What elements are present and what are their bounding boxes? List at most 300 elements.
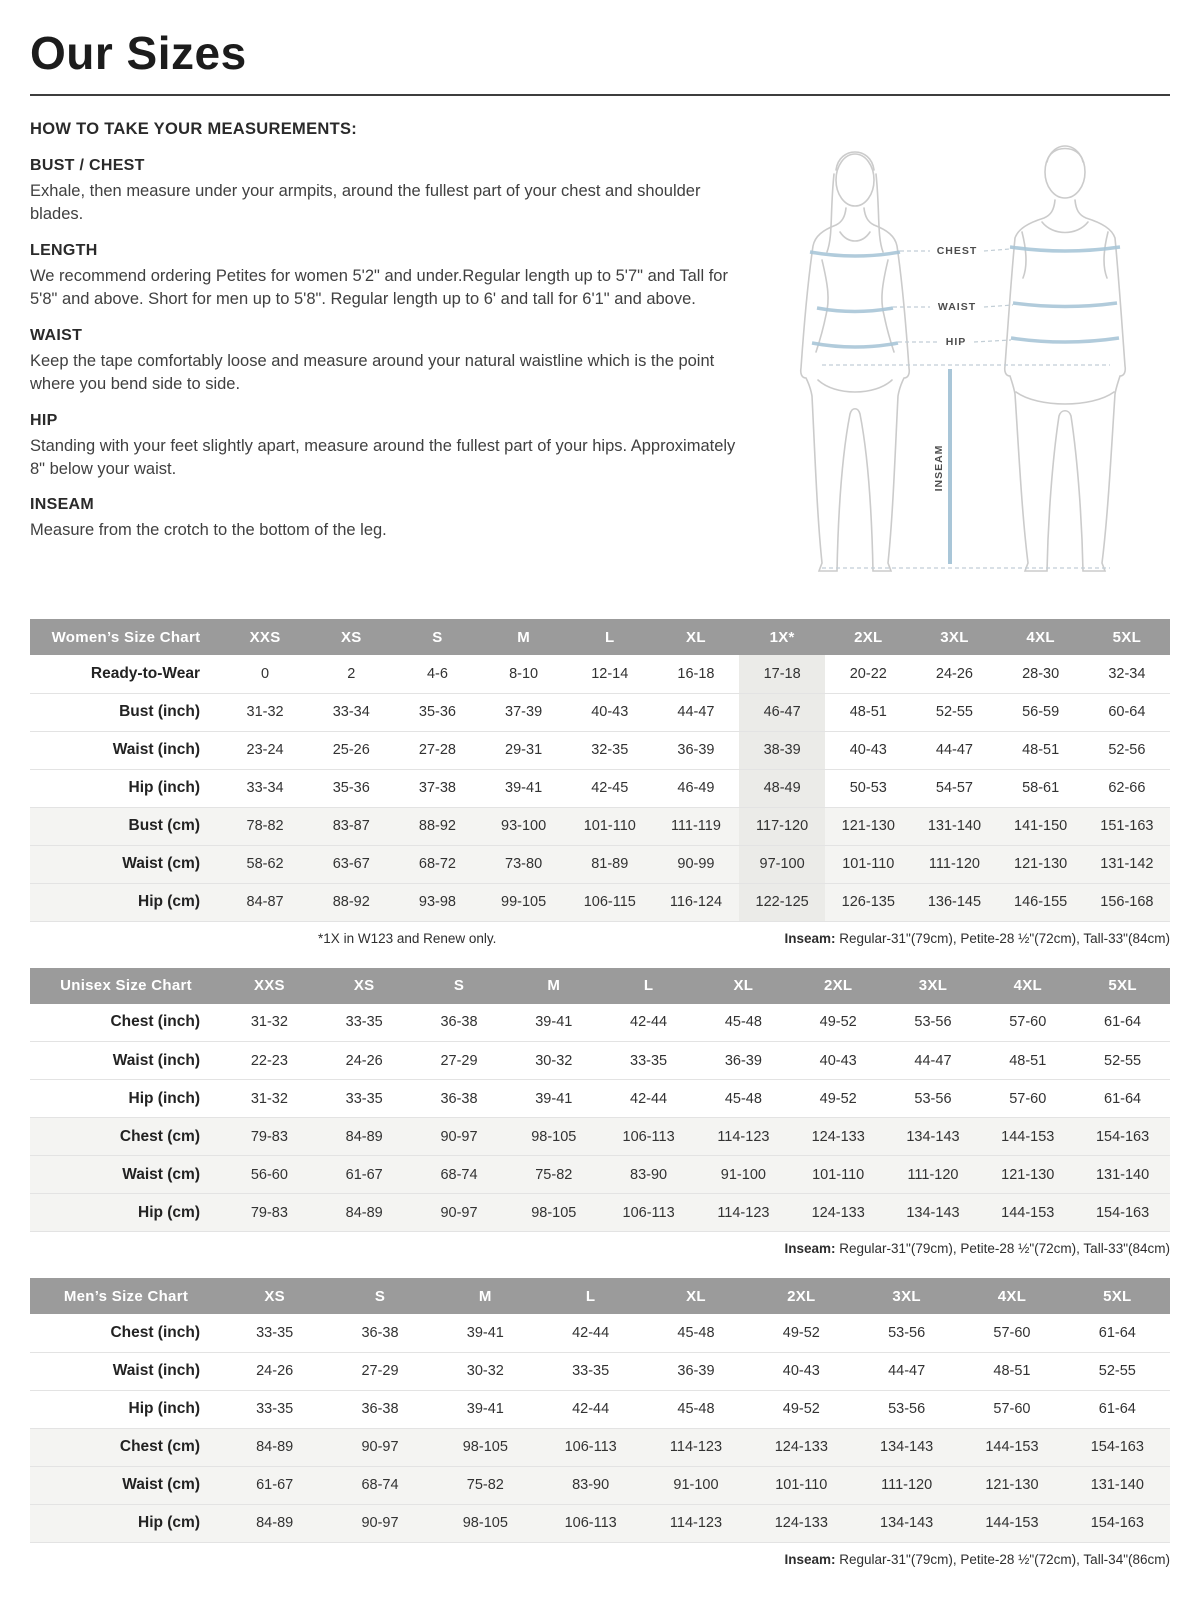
size-column-header: 4XL bbox=[998, 619, 1084, 655]
size-cell: 36-38 bbox=[440, 1014, 478, 1031]
table-row bbox=[30, 731, 1170, 769]
size-cell: 49-52 bbox=[819, 1014, 857, 1031]
unisex-size-chart-table bbox=[30, 968, 1170, 1233]
header-row bbox=[30, 968, 1170, 1004]
size-cell: 146-155 bbox=[998, 883, 1084, 921]
size-cell: 154-163 bbox=[1075, 1194, 1170, 1232]
row-label: Chest (inch) bbox=[110, 1013, 200, 1031]
hip-label: HIP bbox=[945, 336, 967, 348]
measurement-instructions bbox=[30, 120, 760, 558]
size-column-header: 4XL bbox=[980, 968, 1075, 1004]
size-cell: 101-110 bbox=[791, 1156, 886, 1194]
table-row bbox=[30, 1504, 1170, 1542]
size-column-header: XL bbox=[696, 968, 791, 1004]
size-cell: 90-97 bbox=[412, 1118, 507, 1156]
size-column-header: 4XL bbox=[959, 1278, 1064, 1314]
size-cell: 68-74 bbox=[327, 1466, 432, 1504]
size-cell: 75-82 bbox=[506, 1156, 601, 1194]
size-cell: 42-44 bbox=[630, 1090, 668, 1107]
size-cell: 154-163 bbox=[1075, 1118, 1170, 1156]
size-cell: 101-110 bbox=[749, 1466, 854, 1504]
inseam-label: INSEAM bbox=[933, 444, 945, 492]
row-label: Chest (cm) bbox=[30, 1428, 222, 1466]
size-cell: 29-31 bbox=[505, 742, 543, 758]
table-row bbox=[30, 1156, 1170, 1194]
size-cell: 35-36 bbox=[418, 704, 456, 720]
table-row bbox=[30, 1042, 1170, 1080]
footnote-lead: Inseam: bbox=[784, 930, 836, 946]
size-cell: 124-133 bbox=[749, 1504, 854, 1542]
size-cell: 52-55 bbox=[935, 704, 973, 720]
size-cell: 79-83 bbox=[222, 1194, 317, 1232]
size-cell: 83-87 bbox=[308, 807, 394, 845]
size-cell: 99-105 bbox=[481, 883, 567, 921]
size-column-header: XXS bbox=[222, 619, 308, 655]
row-label: Hip (cm) bbox=[30, 1194, 222, 1232]
size-cell: 121-130 bbox=[825, 807, 911, 845]
section-title: INSEAM bbox=[30, 496, 95, 514]
size-cell: 40-43 bbox=[849, 742, 887, 758]
size-cell: 53-56 bbox=[888, 1324, 926, 1341]
row-label: Hip (inch) bbox=[128, 779, 200, 796]
size-cell: 61-67 bbox=[222, 1466, 327, 1504]
size-cell: 36-38 bbox=[361, 1324, 399, 1341]
size-cell: 46-47 bbox=[739, 693, 825, 731]
size-cell: 20-22 bbox=[849, 665, 887, 682]
footnote: *1X in W123 and Renew only. bbox=[318, 930, 497, 946]
size-cell: 90-97 bbox=[412, 1194, 507, 1232]
waist-line-male bbox=[1013, 303, 1117, 307]
size-cell: 57-60 bbox=[1009, 1090, 1047, 1107]
size-cell: 35-36 bbox=[332, 780, 370, 796]
size-cell: 32-35 bbox=[591, 742, 629, 758]
size-column-header: M bbox=[433, 1278, 538, 1314]
size-cell: 36-38 bbox=[440, 1090, 478, 1107]
size-cell: 88-92 bbox=[308, 883, 394, 921]
size-cell: 117-120 bbox=[739, 807, 825, 845]
footnote: Inseam: Regular-31"(79cm), Petite-28 ½"(72cm), Tall-33"(84cm) bbox=[784, 1241, 1170, 1256]
size-cell: 32-34 bbox=[1108, 665, 1146, 682]
size-cell: 134-143 bbox=[886, 1194, 981, 1232]
size-cell: 144-153 bbox=[959, 1428, 1064, 1466]
size-cell: 25-26 bbox=[332, 742, 370, 758]
size-cell: 63-67 bbox=[308, 845, 394, 883]
table-row bbox=[30, 883, 1170, 921]
female-figure bbox=[801, 152, 910, 571]
size-cell: 106-113 bbox=[601, 1194, 696, 1232]
size-cell: 116-124 bbox=[653, 883, 739, 921]
size-cell: 106-113 bbox=[538, 1428, 643, 1466]
size-cell: 4-6 bbox=[426, 665, 448, 682]
size-cell: 79-83 bbox=[222, 1118, 317, 1156]
waist-line-female bbox=[817, 308, 893, 312]
size-cell: 114-123 bbox=[696, 1194, 791, 1232]
size-cell: 93-100 bbox=[481, 807, 567, 845]
size-cell: 12-14 bbox=[591, 665, 629, 682]
size-cell: 101-110 bbox=[567, 807, 653, 845]
size-column-header: 2XL bbox=[825, 619, 911, 655]
size-cell: 111-120 bbox=[854, 1466, 959, 1504]
size-cell: 24-26 bbox=[935, 665, 973, 682]
table-row bbox=[30, 807, 1170, 845]
male-figure bbox=[1005, 146, 1126, 571]
size-cell: 84-89 bbox=[222, 1428, 327, 1466]
size-cell: 46-49 bbox=[677, 780, 715, 796]
size-cell: 53-56 bbox=[914, 1014, 952, 1031]
size-cell: 45-48 bbox=[677, 1324, 715, 1341]
size-cell: 61-64 bbox=[1104, 1090, 1142, 1107]
size-cell: 126-135 bbox=[825, 883, 911, 921]
table-row bbox=[30, 1390, 1170, 1428]
size-cell: 60-64 bbox=[1108, 704, 1146, 720]
size-cell: 61-64 bbox=[1098, 1324, 1136, 1341]
size-cell: 98-105 bbox=[433, 1428, 538, 1466]
size-cell: 31-32 bbox=[246, 704, 284, 720]
size-cell: 38-39 bbox=[739, 731, 825, 769]
row-label: Waist (cm) bbox=[30, 845, 222, 883]
measure-section-waist bbox=[30, 327, 760, 397]
row-label: Chest (cm) bbox=[30, 1118, 222, 1156]
size-cell: 16-18 bbox=[677, 665, 715, 682]
size-cell: 33-35 bbox=[572, 1363, 610, 1379]
table-row bbox=[30, 1194, 1170, 1232]
size-cell: 61-64 bbox=[1104, 1014, 1142, 1031]
size-cell: 61-67 bbox=[317, 1156, 412, 1194]
size-cell: 131-140 bbox=[1065, 1466, 1170, 1504]
table-row bbox=[30, 769, 1170, 807]
table-footnotes bbox=[30, 931, 1170, 946]
size-cell: 81-89 bbox=[567, 845, 653, 883]
size-cell: 83-90 bbox=[538, 1466, 643, 1504]
size-cell: 56-59 bbox=[1022, 704, 1060, 720]
size-cell: 48-51 bbox=[993, 1363, 1031, 1379]
size-cell: 62-66 bbox=[1108, 780, 1146, 796]
table-row bbox=[30, 845, 1170, 883]
hip-line-male bbox=[1011, 338, 1119, 342]
size-cell: 134-143 bbox=[854, 1504, 959, 1542]
size-cell: 2 bbox=[347, 665, 356, 682]
womens-size-chart-table bbox=[30, 619, 1170, 922]
section-body: Exhale, then measure under your armpits, around the fullest part of your chest and shoulder blades. bbox=[30, 182, 701, 224]
size-cell: 33-35 bbox=[345, 1090, 383, 1107]
size-cell: 61-64 bbox=[1098, 1401, 1136, 1417]
measure-section-hip bbox=[30, 412, 760, 482]
size-cell: 114-123 bbox=[696, 1118, 791, 1156]
size-cell: 91-100 bbox=[643, 1466, 748, 1504]
table-title: Men’s Size Chart bbox=[30, 1278, 222, 1314]
table-title: Women’s Size Chart bbox=[30, 619, 222, 655]
size-cell: 121-130 bbox=[998, 845, 1084, 883]
size-cell: 114-123 bbox=[643, 1428, 748, 1466]
size-cell: 0 bbox=[261, 665, 270, 682]
size-cell: 33-34 bbox=[332, 704, 370, 720]
mens-size-chart-section bbox=[30, 1278, 1170, 1567]
page-title: Our Sizes bbox=[30, 27, 247, 79]
measure-section-bust-chest bbox=[30, 157, 760, 227]
section-title: HIP bbox=[30, 411, 58, 429]
table-row bbox=[30, 1466, 1170, 1504]
row-label: Chest (inch) bbox=[110, 1323, 200, 1341]
size-cell: 49-52 bbox=[782, 1401, 820, 1417]
size-cell: 39-41 bbox=[466, 1324, 504, 1341]
size-column-header: XS bbox=[222, 1278, 327, 1314]
size-cell: 48-51 bbox=[849, 704, 887, 720]
size-column-header: 2XL bbox=[791, 968, 886, 1004]
size-cell: 121-130 bbox=[959, 1466, 1064, 1504]
size-cell: 48-51 bbox=[1022, 742, 1060, 758]
size-cell: 84-87 bbox=[222, 883, 308, 921]
unisex-size-chart-section bbox=[30, 968, 1170, 1257]
size-cell: 57-60 bbox=[993, 1324, 1031, 1341]
table-row bbox=[30, 1428, 1170, 1466]
size-cell: 111-120 bbox=[886, 1156, 981, 1194]
size-column-header: L bbox=[601, 968, 696, 1004]
size-column-header: XS bbox=[308, 619, 394, 655]
section-title: BUST / CHEST bbox=[30, 157, 145, 174]
title-divider bbox=[30, 94, 1170, 96]
size-cell: 8-10 bbox=[509, 665, 539, 682]
size-cell: 57-60 bbox=[993, 1401, 1031, 1417]
size-cell: 154-163 bbox=[1065, 1428, 1170, 1466]
size-cell: 40-43 bbox=[782, 1363, 820, 1379]
table-footnotes bbox=[30, 1552, 1170, 1567]
size-cell: 98-105 bbox=[506, 1194, 601, 1232]
header-row bbox=[30, 1278, 1170, 1314]
hip-line-female bbox=[812, 343, 898, 347]
size-column-header: 5XL bbox=[1084, 619, 1170, 655]
size-column-header: S bbox=[394, 619, 480, 655]
chest-line-male bbox=[1010, 247, 1120, 251]
size-cell: 37-38 bbox=[418, 780, 456, 796]
measurement-diagram bbox=[770, 120, 1180, 597]
size-column-header: 3XL bbox=[854, 1278, 959, 1314]
size-cell: 24-26 bbox=[256, 1363, 294, 1379]
size-column-header: M bbox=[481, 619, 567, 655]
table-title: Unisex Size Chart bbox=[30, 968, 222, 1004]
instructions-heading: HOW TO TAKE YOUR MEASUREMENTS: bbox=[30, 120, 358, 138]
size-cell: 33-35 bbox=[256, 1401, 294, 1417]
size-cell: 58-62 bbox=[222, 845, 308, 883]
size-cell: 97-100 bbox=[739, 845, 825, 883]
size-cell: 90-97 bbox=[327, 1504, 432, 1542]
size-column-header: XL bbox=[653, 619, 739, 655]
row-label: Waist (inch) bbox=[112, 1362, 200, 1379]
size-cell: 124-133 bbox=[791, 1194, 886, 1232]
footnote: Inseam: Regular-31"(79cm), Petite-28 ½"(72cm), Tall-33"(84cm) bbox=[784, 930, 1170, 946]
size-cell: 36-38 bbox=[361, 1401, 399, 1417]
size-cell: 98-105 bbox=[433, 1504, 538, 1542]
section-title: WAIST bbox=[30, 326, 83, 344]
size-cell: 40-43 bbox=[591, 704, 629, 720]
size-cell: 156-168 bbox=[1084, 883, 1170, 921]
size-cell: 39-41 bbox=[505, 780, 543, 796]
row-label: Waist (inch) bbox=[112, 1051, 200, 1069]
table-row bbox=[30, 1080, 1170, 1118]
size-cell: 53-56 bbox=[888, 1401, 926, 1417]
size-cell: 75-82 bbox=[433, 1466, 538, 1504]
size-cell: 24-26 bbox=[345, 1052, 383, 1069]
footnote-lead: Inseam: bbox=[784, 1551, 836, 1567]
size-cell: 44-47 bbox=[914, 1052, 952, 1069]
row-label: Hip (inch) bbox=[128, 1400, 200, 1417]
size-column-header: L bbox=[567, 619, 653, 655]
section-body: Keep the tape comfortably loose and measure around your natural waistline which is the point where you bend side to side. bbox=[30, 351, 715, 394]
size-cell: 42-44 bbox=[572, 1324, 610, 1341]
size-cell: 36-39 bbox=[677, 1363, 715, 1379]
size-cell: 44-47 bbox=[935, 742, 973, 758]
size-cell: 124-133 bbox=[749, 1428, 854, 1466]
size-cell: 27-28 bbox=[418, 742, 456, 758]
size-cell: 90-97 bbox=[327, 1428, 432, 1466]
size-cell: 45-48 bbox=[724, 1014, 762, 1031]
size-column-header: 3XL bbox=[886, 968, 981, 1004]
size-cell: 36-39 bbox=[677, 742, 715, 758]
size-cell: 151-163 bbox=[1084, 807, 1170, 845]
size-cell: 106-113 bbox=[601, 1118, 696, 1156]
size-cell: 31-32 bbox=[250, 1014, 288, 1031]
size-cell: 84-89 bbox=[317, 1194, 412, 1232]
size-cell: 53-56 bbox=[914, 1090, 952, 1107]
size-column-header: 1X* bbox=[739, 619, 825, 655]
size-cell: 31-32 bbox=[250, 1090, 288, 1107]
size-cell: 141-150 bbox=[998, 807, 1084, 845]
row-label: Hip (cm) bbox=[30, 1504, 222, 1542]
size-cell: 106-113 bbox=[538, 1504, 643, 1542]
size-tables bbox=[30, 619, 1170, 1567]
size-cell: 52-55 bbox=[1098, 1363, 1136, 1379]
header-row bbox=[30, 619, 1170, 655]
size-cell: 39-41 bbox=[535, 1014, 573, 1031]
size-cell: 93-98 bbox=[394, 883, 480, 921]
size-cell: 68-72 bbox=[394, 845, 480, 883]
size-cell: 48-51 bbox=[1009, 1052, 1047, 1069]
table-row bbox=[30, 1004, 1170, 1042]
size-column-header: 5XL bbox=[1065, 1278, 1170, 1314]
row-label: Waist (inch) bbox=[112, 741, 200, 758]
table-row bbox=[30, 1118, 1170, 1156]
size-column-header: 2XL bbox=[749, 1278, 854, 1314]
size-cell: 134-143 bbox=[886, 1118, 981, 1156]
size-cell: 33-35 bbox=[256, 1324, 294, 1341]
chest-line-female bbox=[810, 252, 900, 256]
size-cell: 49-52 bbox=[782, 1324, 820, 1341]
size-column-header: XXS bbox=[222, 968, 317, 1004]
size-cell: 111-120 bbox=[911, 845, 997, 883]
size-cell: 52-55 bbox=[1104, 1052, 1142, 1069]
size-cell: 17-18 bbox=[739, 655, 825, 693]
size-cell: 131-140 bbox=[911, 807, 997, 845]
size-cell: 88-92 bbox=[394, 807, 480, 845]
size-cell: 33-35 bbox=[630, 1052, 668, 1069]
size-cell: 44-47 bbox=[888, 1363, 926, 1379]
row-label: Ready-to-Wear bbox=[90, 664, 200, 682]
size-cell: 98-105 bbox=[506, 1118, 601, 1156]
size-cell: 52-56 bbox=[1108, 742, 1146, 758]
size-cell: 49-52 bbox=[819, 1090, 857, 1107]
size-cell: 131-140 bbox=[1075, 1156, 1170, 1194]
size-cell: 57-60 bbox=[1009, 1014, 1047, 1031]
size-column-header: XS bbox=[317, 968, 412, 1004]
waist-label: WAIST bbox=[937, 301, 977, 313]
row-label: Hip (inch) bbox=[128, 1089, 200, 1107]
size-cell: 39-41 bbox=[466, 1401, 504, 1417]
size-cell: 45-48 bbox=[677, 1401, 715, 1417]
size-cell: 134-143 bbox=[854, 1428, 959, 1466]
size-cell: 121-130 bbox=[980, 1156, 1075, 1194]
womens-size-chart-section bbox=[30, 619, 1170, 946]
size-cell: 50-53 bbox=[849, 780, 887, 796]
size-cell: 84-89 bbox=[317, 1118, 412, 1156]
size-column-header: 3XL bbox=[911, 619, 997, 655]
row-label: Waist (cm) bbox=[30, 1466, 222, 1504]
size-cell: 73-80 bbox=[481, 845, 567, 883]
mens-size-chart-table bbox=[30, 1278, 1170, 1543]
size-cell: 91-100 bbox=[696, 1156, 791, 1194]
size-cell: 114-123 bbox=[643, 1504, 748, 1542]
size-cell: 122-125 bbox=[739, 883, 825, 921]
size-cell: 48-49 bbox=[739, 769, 825, 807]
size-cell: 90-99 bbox=[653, 845, 739, 883]
section-body: Measure from the crotch to the bottom of the leg. bbox=[30, 521, 387, 540]
measure-section-length bbox=[30, 242, 760, 312]
size-cell: 144-153 bbox=[959, 1504, 1064, 1542]
size-cell: 39-41 bbox=[535, 1090, 573, 1107]
row-label: Bust (cm) bbox=[30, 807, 222, 845]
size-cell: 33-35 bbox=[345, 1014, 383, 1031]
size-cell: 23-24 bbox=[246, 742, 284, 758]
size-column-header: L bbox=[538, 1278, 643, 1314]
size-cell: 154-163 bbox=[1065, 1504, 1170, 1542]
size-cell: 42-44 bbox=[630, 1014, 668, 1031]
size-cell: 78-82 bbox=[222, 807, 308, 845]
size-cell: 124-133 bbox=[791, 1118, 886, 1156]
row-label: Hip (cm) bbox=[30, 883, 222, 921]
size-column-header: S bbox=[327, 1278, 432, 1314]
intro-row bbox=[30, 120, 1170, 597]
size-cell: 27-29 bbox=[361, 1363, 399, 1379]
table-footnotes bbox=[30, 1241, 1170, 1256]
size-cell: 144-153 bbox=[980, 1118, 1075, 1156]
row-label: Waist (cm) bbox=[30, 1156, 222, 1194]
size-cell: 33-34 bbox=[246, 780, 284, 796]
footnote-lead: Inseam: bbox=[784, 1241, 836, 1256]
size-column-header: S bbox=[412, 968, 507, 1004]
size-cell: 27-29 bbox=[440, 1052, 478, 1069]
size-cell: 101-110 bbox=[825, 845, 911, 883]
size-column-header: XL bbox=[643, 1278, 748, 1314]
section-title: LENGTH bbox=[30, 241, 98, 259]
size-cell: 44-47 bbox=[677, 704, 715, 720]
chest-label: CHEST bbox=[936, 245, 978, 257]
size-cell: 68-74 bbox=[412, 1156, 507, 1194]
size-cell: 144-153 bbox=[980, 1194, 1075, 1232]
size-cell: 106-115 bbox=[567, 883, 653, 921]
body-measurement-illustration bbox=[770, 120, 1180, 592]
section-body: We recommend ordering Petites for women 5'2" and under.Regular length up to 5'7" and Tall for 5'8" and above. Short for men up to 5'8". Regular length up to 6' and tall for 6'1" and above. bbox=[30, 266, 728, 309]
row-label: Bust (inch) bbox=[119, 703, 200, 720]
size-cell: 42-44 bbox=[572, 1401, 610, 1417]
size-column-header: 5XL bbox=[1075, 968, 1170, 1004]
section-body: Standing with your feet slightly apart, measure around the fullest part of your hips. Approximately 8" below your waist. bbox=[30, 436, 736, 478]
size-cell: 30-32 bbox=[535, 1052, 573, 1069]
size-cell: 83-90 bbox=[601, 1156, 696, 1194]
measure-section-inseam bbox=[30, 496, 760, 542]
size-cell: 45-48 bbox=[724, 1090, 762, 1107]
size-cell: 84-89 bbox=[222, 1504, 327, 1542]
size-column-header: M bbox=[506, 968, 601, 1004]
size-cell: 30-32 bbox=[466, 1363, 504, 1379]
table-row bbox=[30, 655, 1170, 693]
